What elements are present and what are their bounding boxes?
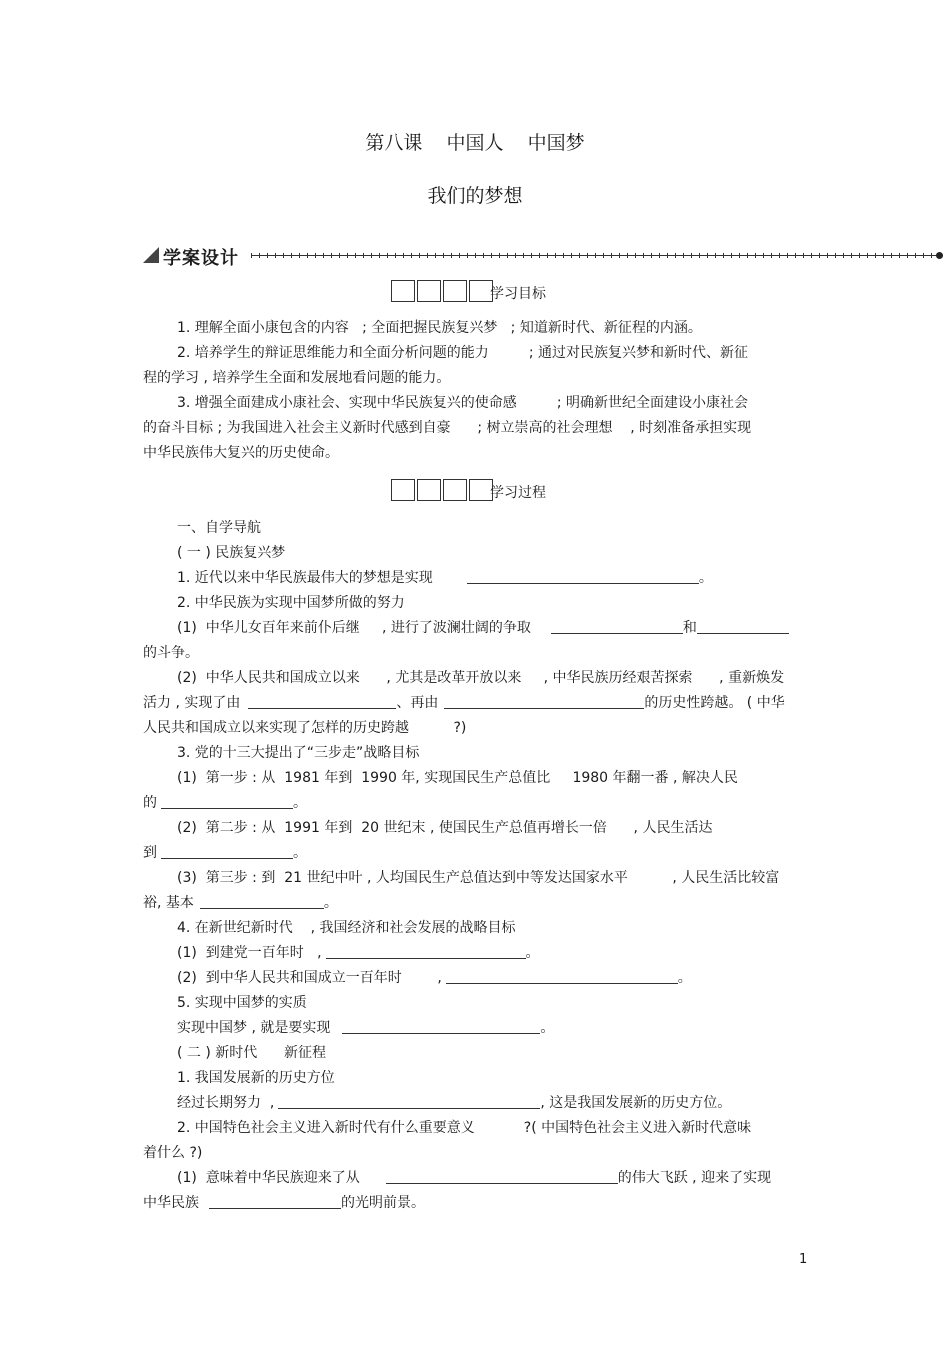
subsection-heading: ( 二 ) 新时代 新征程: [177, 1045, 326, 1061]
answer-blank[interactable]: [551, 619, 683, 634]
answer-blank[interactable]: [446, 969, 678, 984]
goal-line: 1. 理解全面小康包含的内容 ; 全面把握民族复兴梦 ; 知道新时代、新征程的内涵。: [177, 320, 702, 336]
question-line: (1) 第一步 : 从 1981 年到 1990 年, 实现国民生产总值比 1980 年翻一番 , 解决人民: [177, 770, 738, 786]
banner-triangle-icon: [143, 247, 159, 263]
section-banner: [143, 244, 943, 268]
section-heading: 一、自学导航: [177, 520, 261, 536]
page-subtitle: 我们的梦想: [427, 185, 523, 207]
banner-end-dot-icon: [936, 252, 943, 259]
question-line: 3. 党的十三大提出了“三步走”战略目标: [177, 745, 420, 761]
question-line: 到 。: [143, 845, 307, 861]
question-line: 经过长期努力 , , 这是我国发展新的历史方位。: [177, 1095, 732, 1111]
question-line: 的斗争。: [143, 645, 199, 661]
question-line: (3) 第三步 : 到 21 世纪中叶 , 人均国民生产总值达到中等发达国家水平 , 人民生活比较富: [177, 870, 780, 886]
question-line: (1) 意味着中华民族迎来了从 的伟大飞跃 , 迎来了实现: [177, 1170, 772, 1186]
answer-blank[interactable]: [444, 694, 644, 709]
answer-blank[interactable]: [161, 794, 293, 809]
question-line: 人民共和国成立以来实现了怎样的历史跨越 ?): [143, 720, 467, 736]
answer-blank[interactable]: [248, 694, 396, 709]
page-number: 1: [799, 1252, 808, 1267]
question-line: (2) 中华人民共和国成立以来 , 尤其是改革开放以来 , 中华民族历经艰苦探索 , 重新焕发: [177, 670, 785, 686]
goals-heading: 学习目标: [490, 286, 546, 302]
question-line: (2) 到中华人民共和国成立一百年时 , 。: [177, 970, 692, 986]
question-line: 1. 我国发展新的历史方位: [177, 1070, 335, 1086]
question-line: (1) 到建党一百年时 , 。: [177, 945, 540, 961]
subsection-heading: ( 一 ) 民族复兴梦: [177, 545, 286, 561]
question-line: 2. 中华民族为实现中国梦所做的努力: [177, 595, 405, 611]
question-line: 的 。: [143, 795, 307, 811]
answer-blank[interactable]: [209, 1194, 341, 1209]
question-line: (1) 中华儿女百年来前仆后继 , 进行了波澜壮阔的争取 和: [177, 619, 789, 637]
process-heading-boxes: [391, 479, 495, 501]
goal-line: 的奋斗目标 ; 为我国进入社会主义新时代感到自豪 ; 树立崇高的社会理想 , 时刻准备承担实现: [143, 420, 752, 436]
question-line: 4. 在新世纪新时代 , 我国经济和社会发展的战略目标: [177, 920, 516, 936]
answer-blank[interactable]: [467, 569, 699, 584]
question-line: (2) 第二步 : 从 1991 年到 20 世纪末 , 使国民生产总值再增长一倍 , 人民生活达: [177, 820, 713, 836]
goals-heading-boxes: [391, 280, 495, 302]
goal-line: 中华民族伟大复兴的历史使命。: [143, 445, 339, 461]
banner-dotted-line: [251, 253, 937, 258]
answer-blank[interactable]: [342, 1019, 540, 1034]
answer-blank[interactable]: [278, 1094, 540, 1109]
question-line: 裕, 基本 。: [143, 895, 338, 911]
answer-blank[interactable]: [697, 619, 789, 634]
question-line: 5. 实现中国梦的实质: [177, 995, 307, 1011]
lesson-title: 第八课 中国人 中国梦: [365, 132, 585, 154]
question-line: 2. 中国特色社会主义进入新时代有什么重要意义 ?( 中国特色社会主义进入新时代意味: [177, 1120, 752, 1136]
goal-line: 2. 培养学生的辩证思维能力和全面分析问题的能力 ; 通过对民族复兴梦和新时代、新征: [177, 345, 749, 361]
answer-blank[interactable]: [326, 944, 526, 959]
goal-line: 3. 增强全面建成小康社会、实现中华民族复兴的使命感 ; 明确新世纪全面建设小康社会: [177, 395, 749, 411]
question-line: 中华民族 的光明前景。: [143, 1195, 425, 1211]
answer-blank[interactable]: [386, 1169, 618, 1184]
question-line: 1. 近代以来中华民族最伟大的梦想是实现 。: [177, 570, 713, 586]
question-line: 实现中国梦 , 就是要实现 。: [177, 1020, 555, 1036]
answer-blank[interactable]: [161, 844, 293, 859]
question-line: 活力 , 实现了由 、再由 的历史性跨越。 ( 中华: [143, 695, 785, 711]
question-line: 着什么 ?): [143, 1145, 203, 1161]
goal-line: 程的学习 , 培养学生全面和发展地看问题的能力。: [143, 370, 451, 386]
answer-blank[interactable]: [200, 894, 324, 909]
process-heading: 学习过程: [490, 485, 546, 501]
banner-label: 学案设计: [163, 248, 239, 269]
